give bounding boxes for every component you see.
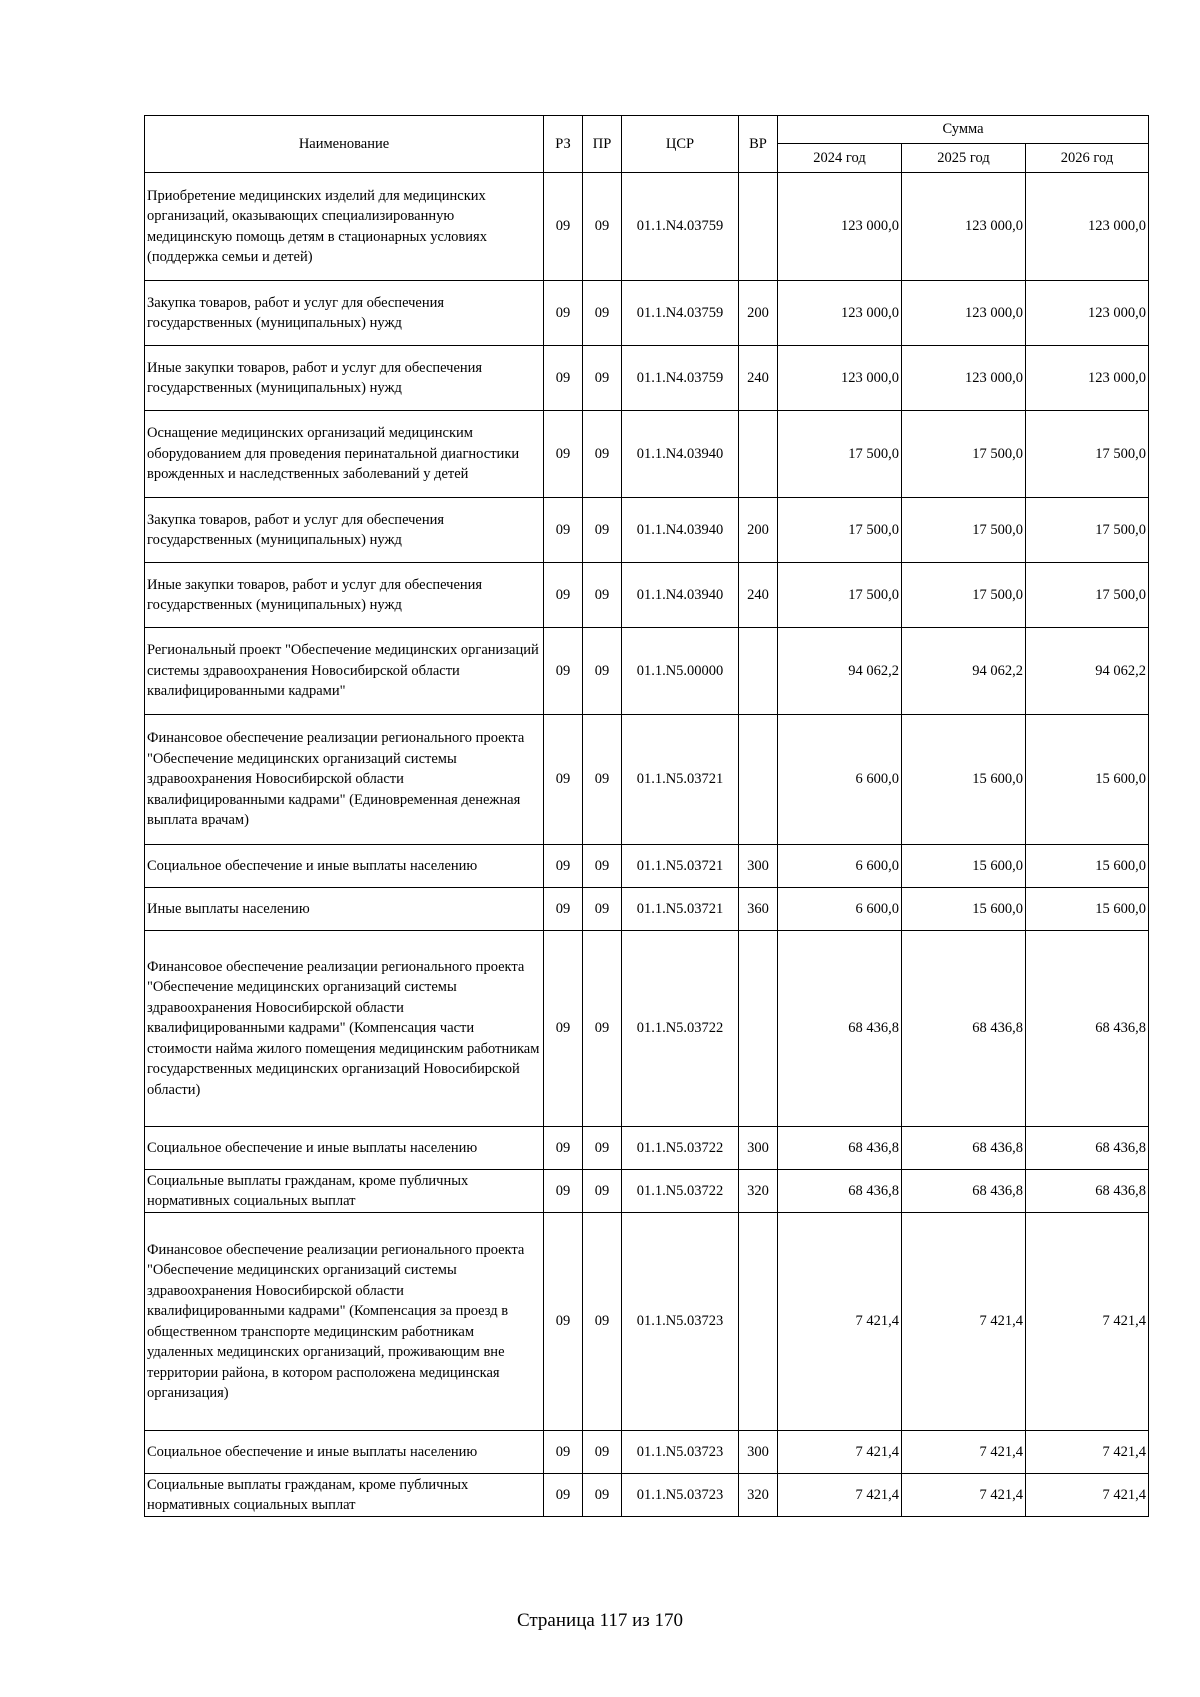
cell-vr: 320: [739, 1474, 778, 1517]
cell-name: Социальное обеспечение и иные выплаты населению: [145, 1431, 544, 1474]
header-year-2026: 2026 год: [1026, 144, 1149, 173]
cell-vr: [739, 715, 778, 845]
cell-rz: 09: [544, 1474, 583, 1517]
table-row: [145, 1127, 1149, 1170]
cell-sum-2024: 68 436,8: [778, 1170, 902, 1213]
cell-sum-2026: 123 000,0: [1026, 173, 1149, 281]
cell-sum-2026: 7 421,4: [1026, 1431, 1149, 1474]
header-name: Наименование: [145, 116, 544, 173]
cell-csr: 01.1.N5.03722: [622, 1170, 739, 1213]
cell-name: Иные закупки товаров, работ и услуг для обеспечения государственных (муниципальных) нужд: [145, 563, 544, 628]
cell-name: Социальное обеспечение и иные выплаты населению: [145, 845, 544, 888]
cell-vr: [739, 931, 778, 1127]
cell-name: Социальные выплаты гражданам, кроме публичных нормативных социальных выплат: [145, 1474, 544, 1517]
cell-name: Иные выплаты населению: [145, 888, 544, 931]
cell-sum-2025: 17 500,0: [902, 411, 1026, 498]
cell-name: Социальные выплаты гражданам, кроме публичных нормативных социальных выплат: [145, 1170, 544, 1213]
header-csr: ЦСР: [622, 116, 739, 173]
cell-vr: [739, 1213, 778, 1431]
cell-sum-2026: 15 600,0: [1026, 715, 1149, 845]
cell-pr: 09: [583, 563, 622, 628]
cell-rz: 09: [544, 888, 583, 931]
cell-sum-2026: 68 436,8: [1026, 1170, 1149, 1213]
cell-vr: 240: [739, 563, 778, 628]
cell-csr: 01.1.N5.03721: [622, 845, 739, 888]
cell-vr: 320: [739, 1170, 778, 1213]
cell-pr: 09: [583, 715, 622, 845]
cell-vr: [739, 411, 778, 498]
cell-rz: 09: [544, 173, 583, 281]
cell-rz: 09: [544, 931, 583, 1127]
cell-sum-2025: 7 421,4: [902, 1431, 1026, 1474]
table-row: [145, 888, 1149, 931]
header-year-2025: 2025 год: [902, 144, 1026, 173]
table-row: [145, 173, 1149, 281]
cell-pr: 09: [583, 411, 622, 498]
table-row: [145, 498, 1149, 563]
cell-name: Закупка товаров, работ и услуг для обеспечения государственных (муниципальных) нужд: [145, 498, 544, 563]
cell-vr: [739, 173, 778, 281]
cell-rz: 09: [544, 563, 583, 628]
cell-csr: 01.1.N5.03721: [622, 715, 739, 845]
cell-rz: 09: [544, 1170, 583, 1213]
cell-sum-2025: 17 500,0: [902, 563, 1026, 628]
cell-name: Социальное обеспечение и иные выплаты населению: [145, 1127, 544, 1170]
cell-sum-2025: 17 500,0: [902, 498, 1026, 563]
table-row: [145, 715, 1149, 845]
cell-csr: 01.1.N4.03940: [622, 411, 739, 498]
cell-sum-2025: 68 436,8: [902, 1127, 1026, 1170]
cell-csr: 01.1.N5.03721: [622, 888, 739, 931]
table-row: [145, 346, 1149, 411]
cell-csr: 01.1.N5.03722: [622, 1127, 739, 1170]
cell-rz: 09: [544, 498, 583, 563]
cell-sum-2024: 123 000,0: [778, 281, 902, 346]
cell-sum-2024: 68 436,8: [778, 931, 902, 1127]
cell-sum-2025: 123 000,0: [902, 173, 1026, 281]
cell-sum-2025: 15 600,0: [902, 715, 1026, 845]
cell-sum-2026: 68 436,8: [1026, 1127, 1149, 1170]
cell-sum-2026: 7 421,4: [1026, 1474, 1149, 1517]
cell-pr: 09: [583, 1474, 622, 1517]
table-row: [145, 563, 1149, 628]
cell-name: Региональный проект "Обеспечение медицинских организаций системы здравоохранения Новосибирской области квалифицированными кадрами": [145, 628, 544, 715]
cell-pr: 09: [583, 281, 622, 346]
cell-csr: 01.1.N5.03723: [622, 1213, 739, 1431]
cell-sum-2026: 123 000,0: [1026, 346, 1149, 411]
cell-pr: 09: [583, 1127, 622, 1170]
cell-sum-2024: 123 000,0: [778, 346, 902, 411]
cell-rz: 09: [544, 281, 583, 346]
cell-sum-2026: 17 500,0: [1026, 563, 1149, 628]
table-header: [145, 116, 1149, 173]
cell-sum-2024: 7 421,4: [778, 1474, 902, 1517]
cell-sum-2026: 94 062,2: [1026, 628, 1149, 715]
cell-csr: 01.1.N4.03759: [622, 173, 739, 281]
cell-sum-2025: 7 421,4: [902, 1474, 1026, 1517]
cell-pr: 09: [583, 888, 622, 931]
cell-sum-2024: 7 421,4: [778, 1213, 902, 1431]
cell-rz: 09: [544, 628, 583, 715]
cell-vr: 300: [739, 1431, 778, 1474]
cell-rz: 09: [544, 1431, 583, 1474]
cell-csr: 01.1.N5.00000: [622, 628, 739, 715]
table-row: [145, 1170, 1149, 1213]
cell-sum-2026: 15 600,0: [1026, 888, 1149, 931]
cell-rz: 09: [544, 845, 583, 888]
cell-vr: 200: [739, 281, 778, 346]
cell-sum-2026: 68 436,8: [1026, 931, 1149, 1127]
cell-sum-2024: 17 500,0: [778, 498, 902, 563]
cell-sum-2025: 15 600,0: [902, 845, 1026, 888]
cell-name: Закупка товаров, работ и услуг для обеспечения государственных (муниципальных) нужд: [145, 281, 544, 346]
cell-vr: 300: [739, 1127, 778, 1170]
cell-pr: 09: [583, 1213, 622, 1431]
cell-rz: 09: [544, 1213, 583, 1431]
cell-rz: 09: [544, 1127, 583, 1170]
cell-pr: 09: [583, 1431, 622, 1474]
table-row: [145, 845, 1149, 888]
table-row: [145, 1213, 1149, 1431]
cell-csr: 01.1.N5.03722: [622, 931, 739, 1127]
cell-csr: 01.1.N5.03723: [622, 1474, 739, 1517]
table-row: [145, 931, 1149, 1127]
header-year-2024: 2024 год: [778, 144, 902, 173]
cell-sum-2025: 123 000,0: [902, 346, 1026, 411]
table-row: [145, 411, 1149, 498]
cell-vr: 360: [739, 888, 778, 931]
table-row: [145, 1474, 1149, 1517]
cell-sum-2026: 17 500,0: [1026, 411, 1149, 498]
cell-name: Приобретение медицинских изделий для медицинских организаций, оказывающих специализированную медицинскую помощь детям в стационарных условиях (поддержка семьи и детей): [145, 173, 544, 281]
cell-csr: 01.1.N4.03759: [622, 281, 739, 346]
cell-sum-2024: 17 500,0: [778, 563, 902, 628]
cell-sum-2024: 6 600,0: [778, 888, 902, 931]
cell-sum-2025: 68 436,8: [902, 931, 1026, 1127]
cell-name: Иные закупки товаров, работ и услуг для обеспечения государственных (муниципальных) нужд: [145, 346, 544, 411]
cell-csr: 01.1.N4.03940: [622, 563, 739, 628]
cell-pr: 09: [583, 498, 622, 563]
cell-sum-2026: 7 421,4: [1026, 1213, 1149, 1431]
cell-pr: 09: [583, 845, 622, 888]
cell-sum-2024: 94 062,2: [778, 628, 902, 715]
budget-table: [144, 115, 1149, 1517]
cell-sum-2026: 15 600,0: [1026, 845, 1149, 888]
cell-vr: 240: [739, 346, 778, 411]
cell-vr: 300: [739, 845, 778, 888]
cell-sum-2024: 6 600,0: [778, 715, 902, 845]
table-body: [145, 173, 1149, 1517]
cell-name: Оснащение медицинских организаций медицинским оборудованием для проведения перинатальной диагностики врожденных и наследственных заболеваний у детей: [145, 411, 544, 498]
cell-sum-2024: 6 600,0: [778, 845, 902, 888]
cell-sum-2025: 15 600,0: [902, 888, 1026, 931]
cell-sum-2024: 123 000,0: [778, 173, 902, 281]
cell-name: Финансовое обеспечение реализации регионального проекта "Обеспечение медицинских организаций системы здравоохранения Новосибирской области квалифицированными кадрами" (Единовременная денежная выплата врачам): [145, 715, 544, 845]
cell-sum-2024: 17 500,0: [778, 411, 902, 498]
cell-rz: 09: [544, 411, 583, 498]
cell-sum-2025: 68 436,8: [902, 1170, 1026, 1213]
cell-sum-2026: 17 500,0: [1026, 498, 1149, 563]
cell-rz: 09: [544, 715, 583, 845]
page-number: Страница 117 из 170: [516, 1610, 684, 1631]
cell-sum-2025: 94 062,2: [902, 628, 1026, 715]
header-vr: ВР: [739, 116, 778, 173]
header-rz: РЗ: [544, 116, 583, 173]
cell-name: Финансовое обеспечение реализации регионального проекта "Обеспечение медицинских организаций системы здравоохранения Новосибирской области квалифицированными кадрами" (Компенсация части стоимости найма жилого помещения медицинским работникам государственных медицинских организаций Новосибирской области): [145, 931, 544, 1127]
cell-csr: 01.1.N4.03759: [622, 346, 739, 411]
cell-sum-2026: 123 000,0: [1026, 281, 1149, 346]
cell-vr: 200: [739, 498, 778, 563]
cell-csr: 01.1.N5.03723: [622, 1431, 739, 1474]
cell-pr: 09: [583, 346, 622, 411]
cell-sum-2024: 7 421,4: [778, 1431, 902, 1474]
header-pr: ПР: [583, 116, 622, 173]
cell-name: Финансовое обеспечение реализации регионального проекта "Обеспечение медицинских организаций системы здравоохранения Новосибирской области квалифицированными кадрами" (Компенсация за проезд в общественном транспорте медицинским работникам удаленных медицинских организаций, проживающим вне территории района, в котором расположена медицинская организация): [145, 1213, 544, 1431]
table-row: [145, 281, 1149, 346]
cell-pr: 09: [583, 173, 622, 281]
header-sum: Сумма: [778, 116, 1149, 144]
cell-sum-2024: 68 436,8: [778, 1127, 902, 1170]
cell-csr: 01.1.N4.03940: [622, 498, 739, 563]
cell-vr: [739, 628, 778, 715]
cell-pr: 09: [583, 1170, 622, 1213]
cell-pr: 09: [583, 628, 622, 715]
cell-sum-2025: 7 421,4: [902, 1213, 1026, 1431]
cell-pr: 09: [583, 931, 622, 1127]
cell-sum-2025: 123 000,0: [902, 281, 1026, 346]
cell-rz: 09: [544, 346, 583, 411]
table-row: [145, 1431, 1149, 1474]
table-row: [145, 628, 1149, 715]
